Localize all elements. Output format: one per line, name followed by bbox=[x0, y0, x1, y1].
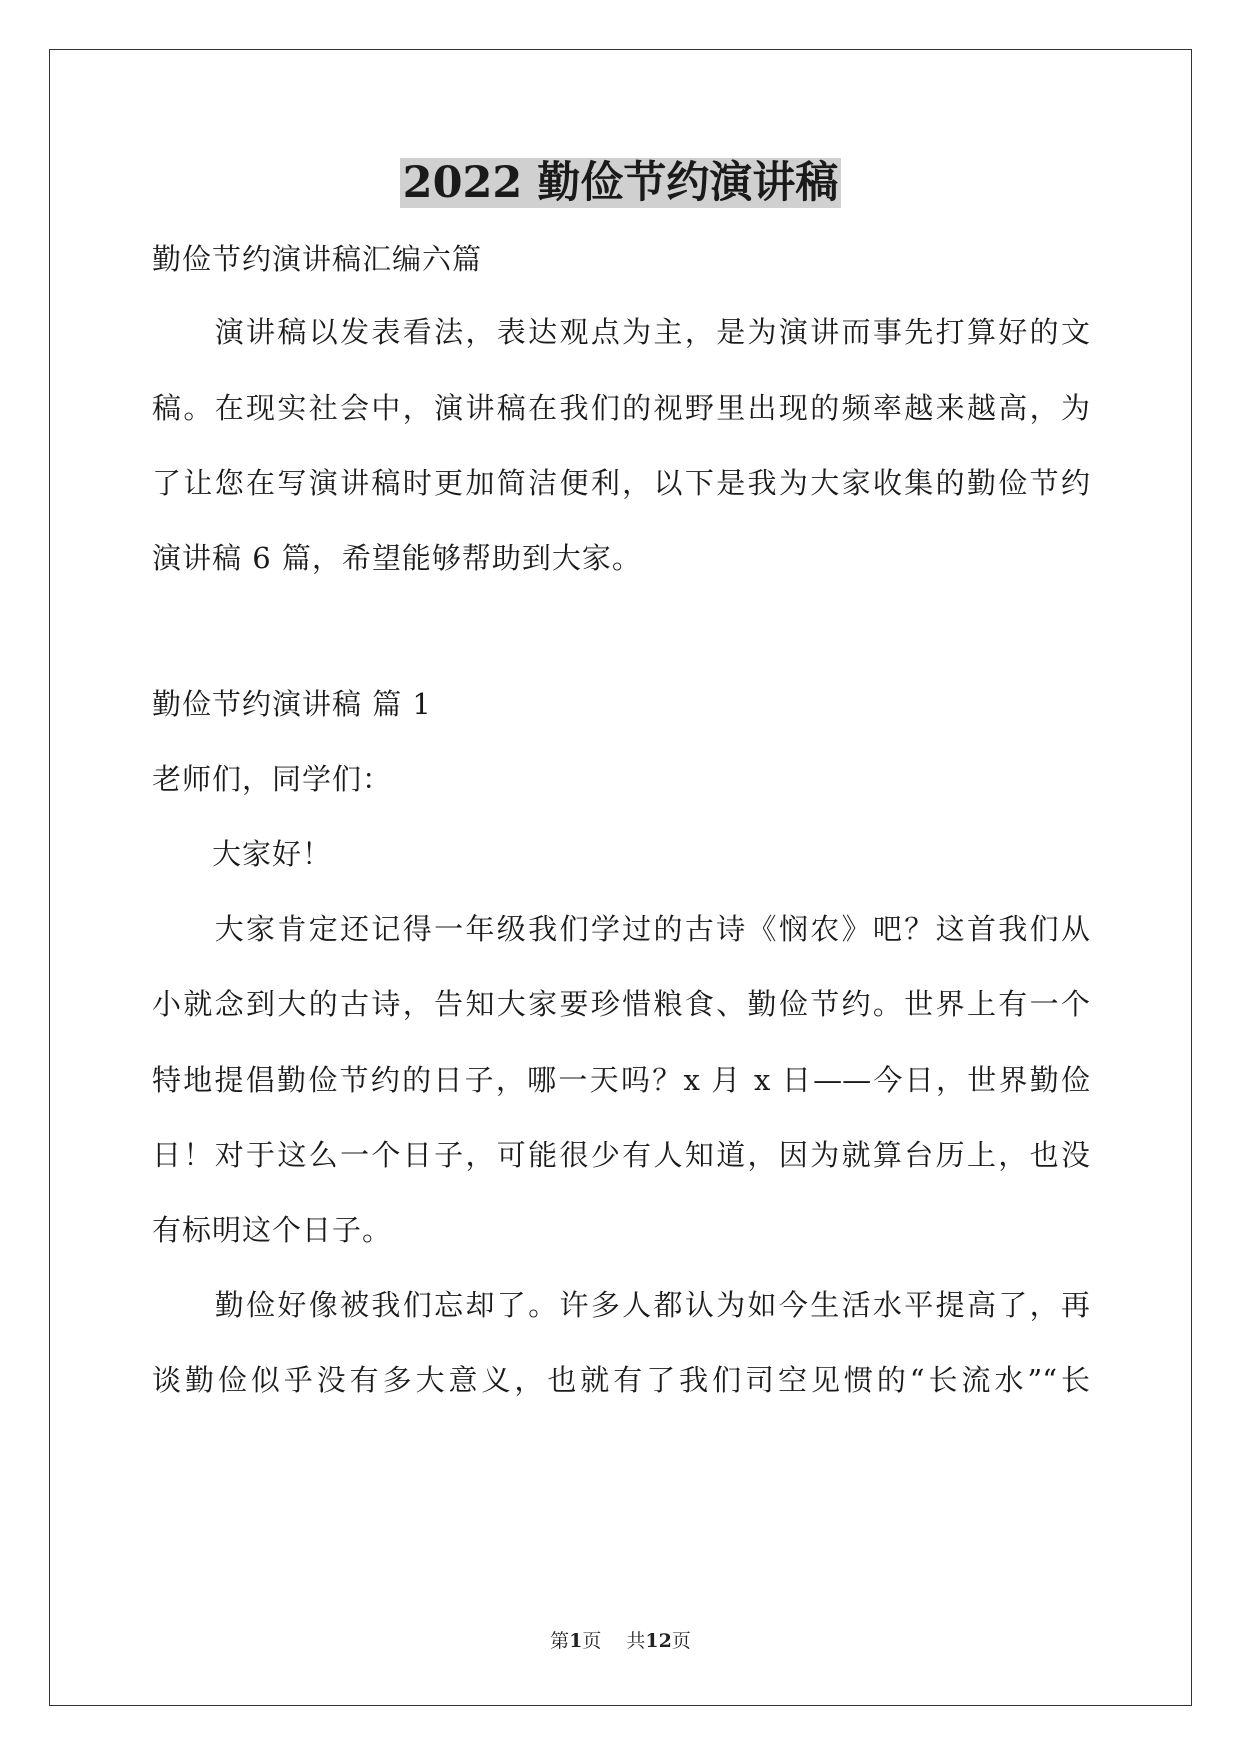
paragraph1-line-3: 特地提倡勤俭节约的日子，哪一天吗？x 月 x 日——今日，世界勤俭 bbox=[152, 1063, 1090, 1097]
document-title-text: 2022 勤俭节约演讲稿 bbox=[400, 158, 842, 208]
intro-line-3: 了让您在写演讲稿时更加简洁便利，以下是我为大家收集的勤俭节约 bbox=[152, 466, 1090, 500]
paragraph1-line-4: 日！对于这么一个日子，可能很少有人知道，因为就算台历上，也没 bbox=[152, 1138, 1090, 1172]
salutation: 老师们，同学们： bbox=[152, 762, 393, 796]
document-subtitle: 勤俭节约演讲稿汇编六篇 bbox=[152, 242, 483, 276]
paragraph2-line-2: 谈勤俭似乎没有多大意义，也就有了我们司空见惯的“长流水”“长 bbox=[152, 1363, 1090, 1397]
page-footer bbox=[0, 1628, 1241, 1654]
intro-line-1: 演讲稿以发表看法，表达观点为主，是为演讲而事先打算好的文 bbox=[152, 315, 1090, 349]
paragraph2-line-1: 勤俭好像被我们忘却了。许多人都认为如今生活水平提高了，再 bbox=[152, 1288, 1090, 1322]
footer-total-suffix: 页 bbox=[671, 1630, 691, 1652]
intro-line-4: 演讲稿 6 篇，希望能够帮助到大家。 bbox=[152, 541, 642, 575]
section-heading: 勤俭节约演讲稿 篇 1 bbox=[152, 687, 432, 721]
document-title bbox=[0, 154, 1241, 212]
page-border bbox=[49, 49, 1192, 1706]
footer-page-suffix: 页 bbox=[582, 1630, 602, 1652]
paragraph1-line-1: 大家肯定还记得一年级我们学过的古诗《悯农》吧？这首我们从 bbox=[152, 912, 1090, 946]
intro-line-2: 稿。在现实社会中，演讲稿在我们的视野里出现的频率越来越高，为 bbox=[152, 391, 1090, 425]
paragraph1-line-5: 有标明这个日子。 bbox=[152, 1213, 393, 1247]
footer-page-prefix: 第 bbox=[550, 1630, 570, 1652]
footer-total-pages: 12 bbox=[645, 1630, 672, 1652]
greeting: 大家好！ bbox=[152, 837, 333, 871]
footer-total-prefix: 共 bbox=[626, 1630, 646, 1652]
paragraph1-line-2: 小就念到大的古诗，告知大家要珍惜粮食、勤俭节约。世界上有一个 bbox=[152, 987, 1090, 1021]
footer-page-number: 1 bbox=[569, 1630, 583, 1652]
